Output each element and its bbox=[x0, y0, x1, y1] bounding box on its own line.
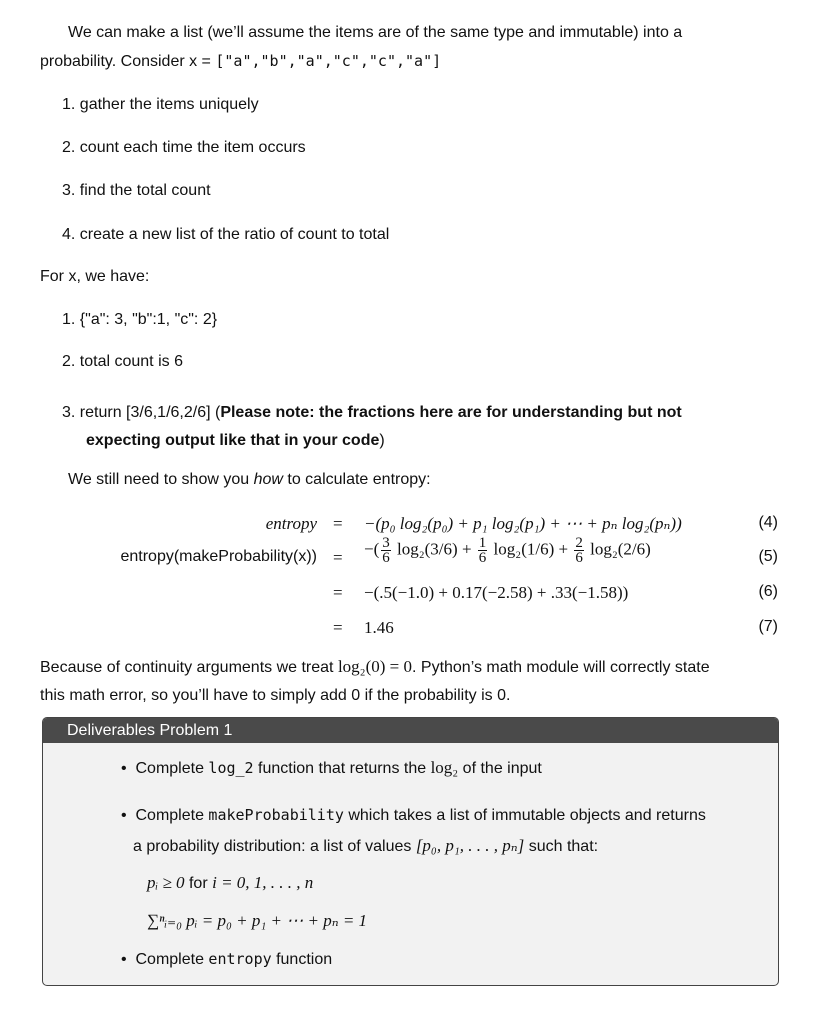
intro-line-2 bbox=[40, 52, 441, 71]
num: 3 bbox=[382, 535, 390, 551]
step-1: 1. gather the items uniquely bbox=[62, 96, 259, 113]
t: Because of continuity arguments we treat bbox=[40, 659, 338, 676]
t: which takes a list of immutable objects and returns bbox=[343, 807, 706, 824]
equation-6 bbox=[0, 583, 834, 607]
fraction bbox=[478, 536, 488, 565]
t2: to calculate entropy: bbox=[282, 471, 431, 488]
eq-lhs: entropy bbox=[265, 514, 317, 533]
eq-rhs: −(p₀ log₂(p₀) + p₁ log₂(p₁) + ⋯ + pₙ log₂(pₙ)) bbox=[364, 514, 682, 533]
deliverable-3 bbox=[121, 950, 332, 969]
den: 6 bbox=[478, 550, 487, 566]
m: −( bbox=[364, 539, 380, 559]
eq-number: (6) bbox=[758, 583, 778, 600]
eq-rhs bbox=[364, 536, 651, 565]
num: 1 bbox=[478, 535, 487, 551]
math: pᵢ ≥ 0 bbox=[147, 873, 185, 892]
eq-number: (5) bbox=[758, 548, 778, 565]
intro-text: probability. Consider x = bbox=[40, 53, 211, 70]
deliverable-2 bbox=[121, 800, 706, 862]
code-x: ["a","b","a","c","c","a"] bbox=[215, 52, 442, 70]
result-1: 1. {"a": 3, "b":1, "c": 2} bbox=[62, 311, 218, 328]
entropy-intro bbox=[68, 471, 431, 489]
step-4: 4. create a new list of the ratio of count to total bbox=[62, 226, 390, 243]
t: Complete bbox=[135, 760, 209, 777]
bullet: • bbox=[121, 951, 127, 968]
num: 2 bbox=[575, 535, 583, 551]
step-3: 3. find the total count bbox=[62, 182, 211, 199]
t-em: how bbox=[253, 471, 283, 488]
code: entropy bbox=[208, 950, 272, 968]
eq-op: = bbox=[333, 548, 343, 567]
step-2: 2. count each time the item occurs bbox=[62, 139, 306, 156]
eq-rhs: 1.46 bbox=[364, 618, 394, 637]
fraction bbox=[574, 536, 584, 565]
math: log₂ bbox=[430, 758, 459, 777]
eq-op: = bbox=[333, 618, 343, 637]
eq-number: (4) bbox=[758, 514, 778, 531]
eq-lhs: entropy(makeProbability(x)) bbox=[120, 548, 317, 565]
bullet: • bbox=[121, 807, 127, 824]
math: [p₀, p₁, . . . , pₙ] bbox=[415, 836, 525, 855]
fraction bbox=[381, 536, 391, 565]
result-3-text: 3. return [3/6,1/6,2/6] ( bbox=[62, 404, 221, 421]
condition-1 bbox=[147, 873, 313, 893]
deliverables-title: Deliverables Problem 1 bbox=[43, 718, 778, 743]
t: function that returns the bbox=[253, 760, 431, 777]
continuity-line-2: this math error, so you’ll have to simply add 0 if the probability is 0. bbox=[40, 687, 511, 704]
t: function bbox=[271, 951, 333, 968]
t: Complete bbox=[135, 807, 209, 824]
den: 6 bbox=[382, 550, 390, 566]
result-3-end: ) bbox=[379, 432, 385, 449]
m: log₂(3/6) + bbox=[392, 539, 476, 559]
m: log₂(2/6) bbox=[585, 539, 651, 559]
eq-rhs: −(.5(−1.0) + 0.17(−2.58) + .33(−1.58)) bbox=[364, 583, 629, 602]
deliverables-box bbox=[42, 717, 779, 986]
equation-5 bbox=[0, 535, 834, 576]
eq-op: = bbox=[333, 583, 343, 602]
t: for bbox=[184, 875, 213, 892]
result-3 bbox=[62, 399, 782, 455]
t: a probability distribution: a list of values bbox=[133, 838, 416, 855]
m: log₂(1/6) + bbox=[489, 539, 573, 559]
bullet: • bbox=[121, 760, 127, 777]
continuity-line-1 bbox=[40, 657, 710, 677]
note-bold: Please note: the fractions here are for understanding but not bbox=[220, 404, 682, 421]
code: makeProbability bbox=[208, 806, 344, 824]
t: We still need to show you bbox=[68, 471, 254, 488]
note-bold-2: expecting output like that in your code bbox=[86, 432, 380, 449]
den: 6 bbox=[575, 550, 583, 566]
result-2: 2. total count is 6 bbox=[62, 353, 183, 370]
math: i = 0, 1, . . . , n bbox=[212, 873, 314, 892]
equation-7 bbox=[0, 618, 834, 642]
math: log₂(0) = 0 bbox=[337, 657, 412, 676]
eq-number: (7) bbox=[758, 618, 778, 635]
t: such that: bbox=[524, 838, 599, 855]
t: Complete bbox=[135, 951, 209, 968]
equation-4 bbox=[0, 514, 834, 538]
code: log_2 bbox=[208, 759, 254, 777]
t: . Python’s math module will correctly state bbox=[412, 659, 710, 676]
t: of the input bbox=[458, 760, 542, 777]
for-x-label: For x, we have: bbox=[40, 268, 150, 285]
intro-line-1: We can make a list (we’ll assume the items are of the same type and immutable) into a bbox=[68, 24, 683, 41]
eq-op: = bbox=[333, 514, 343, 533]
deliverable-1 bbox=[121, 758, 542, 778]
condition-2: ∑ⁿᵢ₌₀ pᵢ = p₀ + p₁ + ⋯ + pₙ = 1 bbox=[147, 911, 368, 930]
